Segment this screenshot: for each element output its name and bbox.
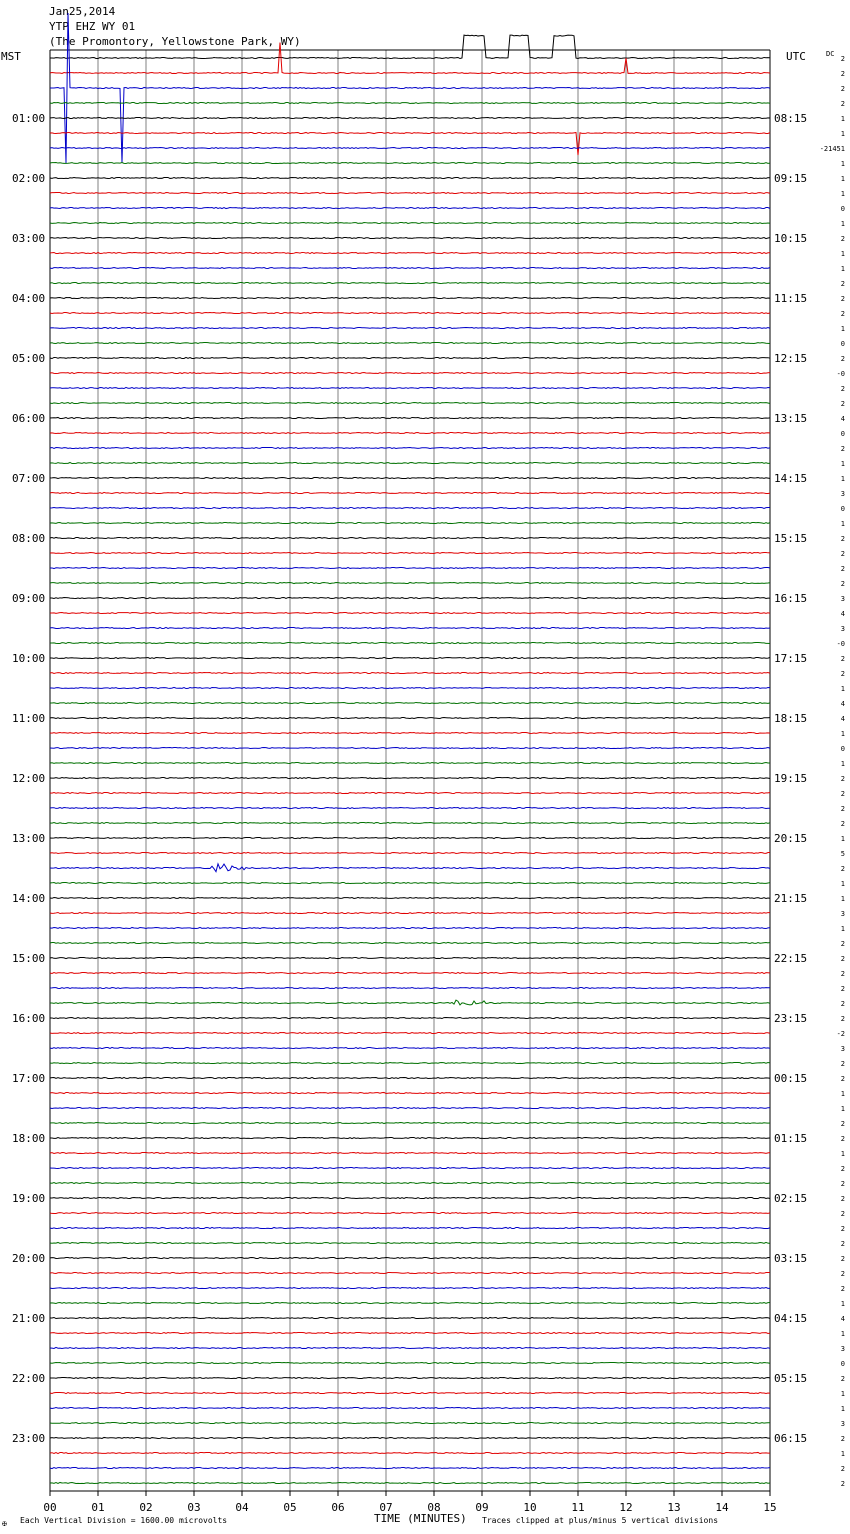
trace-row bbox=[50, 1407, 770, 1408]
dc-offset-value: 1 bbox=[840, 1450, 845, 1458]
dc-offset-value: 3 bbox=[840, 1045, 845, 1053]
trace-row bbox=[50, 1182, 770, 1183]
trace-row bbox=[50, 672, 770, 673]
dc-offset-value: 1 bbox=[840, 130, 845, 138]
dc-offset-value: 0 bbox=[840, 1360, 845, 1368]
utc-hour-label: 08:15 bbox=[774, 112, 808, 125]
trace-row bbox=[50, 1062, 770, 1063]
trace-row bbox=[50, 957, 770, 958]
trace-row bbox=[50, 822, 770, 823]
x-tick-label: 08 bbox=[427, 1501, 441, 1514]
mst-hour-label: 20:00 bbox=[12, 1252, 46, 1265]
header-location: (The Promontory, Yellowstone Park, WY) bbox=[49, 35, 301, 48]
dc-offset-value: 2 bbox=[840, 85, 845, 93]
trace-row bbox=[50, 447, 770, 448]
utc-hour-label: 03:15 bbox=[774, 1252, 808, 1265]
mst-hour-label: 22:00 bbox=[12, 1372, 46, 1385]
mst-hour-label: 21:00 bbox=[12, 1312, 46, 1325]
trace-row bbox=[50, 807, 770, 808]
trace-row bbox=[50, 1422, 770, 1423]
dc-offset-value: 1 bbox=[840, 1300, 845, 1308]
dc-offset-value: -21451 bbox=[819, 145, 845, 153]
dc-offset-value: 2 bbox=[840, 955, 845, 963]
trace-row bbox=[50, 612, 770, 613]
dc-offset-value: 2 bbox=[840, 820, 845, 828]
dc-offset-value: 2 bbox=[840, 790, 845, 798]
mst-hour-label: 12:00 bbox=[12, 772, 46, 785]
utc-hour-label: 04:15 bbox=[774, 1312, 808, 1325]
dc-offset-value: 2 bbox=[840, 565, 845, 573]
utc-axis-label: UTC bbox=[786, 50, 806, 63]
dc-offset-value: 2 bbox=[840, 535, 845, 543]
trace-row bbox=[50, 1000, 770, 1005]
trace-row bbox=[50, 342, 770, 343]
mst-hour-label: 18:00 bbox=[12, 1132, 46, 1145]
trace-row bbox=[50, 357, 770, 358]
trace-row bbox=[50, 987, 770, 988]
trace-row bbox=[50, 912, 770, 913]
dc-offset-value: 2 bbox=[840, 355, 845, 363]
dc-offset-value: 0 bbox=[840, 505, 845, 513]
mst-hour-label: 04:00 bbox=[12, 292, 46, 305]
dc-offset-value: 1 bbox=[840, 325, 845, 333]
trace-row bbox=[50, 972, 770, 973]
dc-offset-value: 2 bbox=[840, 310, 845, 318]
dc-offset-value: 4 bbox=[840, 610, 845, 618]
trace-row bbox=[50, 492, 770, 493]
trace-row bbox=[50, 267, 770, 268]
dc-offset-value: 2 bbox=[840, 970, 845, 978]
trace-row bbox=[50, 477, 770, 478]
trace-row bbox=[50, 507, 770, 508]
trace-row bbox=[50, 402, 770, 403]
mst-hour-label: 17:00 bbox=[12, 1072, 46, 1085]
mst-hour-label: 03:00 bbox=[12, 232, 46, 245]
utc-hour-label: 15:15 bbox=[774, 532, 808, 545]
mst-hour-label: 15:00 bbox=[12, 952, 46, 965]
trace-row bbox=[50, 1167, 770, 1168]
dc-offset-value: 2 bbox=[840, 1375, 845, 1383]
dc-offset-value: 2 bbox=[840, 580, 845, 588]
dc-offset-value: 0 bbox=[840, 205, 845, 213]
trace-row bbox=[50, 1032, 770, 1033]
dc-offset-value: 1 bbox=[840, 475, 845, 483]
dc-offset-value: 2 bbox=[840, 295, 845, 303]
trace-row bbox=[50, 627, 770, 628]
dc-offset-value: 2 bbox=[840, 1465, 845, 1473]
trace-row bbox=[50, 927, 770, 928]
dc-offset-value: 1 bbox=[840, 160, 845, 168]
utc-hour-label: 06:15 bbox=[774, 1432, 808, 1445]
x-axis-label: TIME (MINUTES) bbox=[374, 1512, 467, 1525]
header-station: YTP EHZ WY 01 bbox=[49, 20, 136, 33]
trace-row bbox=[50, 567, 770, 568]
dc-offset-value: 2 bbox=[840, 805, 845, 813]
trace-row bbox=[50, 1332, 770, 1333]
corner-mark: ✠ bbox=[2, 1519, 7, 1528]
dc-offset-value: 1 bbox=[840, 190, 845, 198]
dc-offset-value: 2 bbox=[840, 1285, 845, 1293]
scale-note: Each Vertical Division = 1600.00 microvolts bbox=[20, 1516, 228, 1525]
clip-note: Traces clipped at plus/minus 5 vertical divisions bbox=[482, 1516, 719, 1525]
x-tick-label: 05 bbox=[283, 1501, 297, 1514]
trace-row bbox=[50, 1122, 770, 1123]
dc-offset-value: 2 bbox=[840, 985, 845, 993]
trace-row bbox=[50, 207, 770, 208]
dc-offset-value: 4 bbox=[840, 415, 845, 423]
dc-offset-value: 1 bbox=[840, 730, 845, 738]
dc-offset-value: 3 bbox=[840, 1420, 845, 1428]
trace-row bbox=[50, 132, 770, 155]
utc-hour-label: 02:15 bbox=[774, 1192, 808, 1205]
x-tick-label: 15 bbox=[763, 1501, 777, 1514]
trace-row bbox=[50, 792, 770, 793]
trace-row bbox=[50, 717, 770, 718]
x-tick-label: 13 bbox=[667, 1501, 681, 1514]
utc-hour-label: 11:15 bbox=[774, 292, 808, 305]
trace-row bbox=[50, 1362, 770, 1363]
dc-offset-value: 1 bbox=[840, 1330, 845, 1338]
trace-row bbox=[50, 537, 770, 538]
utc-hour-label: 19:15 bbox=[774, 772, 808, 785]
dc-offset-value: 1 bbox=[840, 760, 845, 768]
trace-row bbox=[50, 777, 770, 778]
dc-offset-value: 1 bbox=[840, 880, 845, 888]
trace-row bbox=[50, 192, 770, 193]
trace-row bbox=[50, 417, 770, 418]
dc-offset-value: 2 bbox=[840, 1060, 845, 1068]
trace-row bbox=[50, 177, 770, 178]
trace-row bbox=[50, 1272, 770, 1273]
trace-row bbox=[50, 1287, 770, 1288]
dc-offset-value: 2 bbox=[840, 1000, 845, 1008]
utc-hour-label: 10:15 bbox=[774, 232, 808, 245]
dc-offset-value: 2 bbox=[840, 1120, 845, 1128]
trace-row bbox=[50, 252, 770, 253]
mst-hour-label: 13:00 bbox=[12, 832, 46, 845]
trace-row bbox=[50, 432, 770, 433]
dc-offset-value: 2 bbox=[840, 1210, 845, 1218]
utc-hour-label: 18:15 bbox=[774, 712, 808, 725]
dc-offset-value: 2 bbox=[840, 550, 845, 558]
trace-row bbox=[50, 1137, 770, 1138]
dc-offset-value: 2 bbox=[840, 1015, 845, 1023]
dc-offset-value: 1 bbox=[840, 115, 845, 123]
dc-offset-value: 4 bbox=[840, 700, 845, 708]
trace-row bbox=[50, 1107, 770, 1108]
trace-row bbox=[50, 162, 770, 163]
dc-offset-value: 1 bbox=[840, 895, 845, 903]
dc-offset-value: 2 bbox=[840, 865, 845, 873]
dc-offset-value: 2 bbox=[840, 55, 845, 63]
trace-row bbox=[50, 1452, 770, 1453]
dc-offset-value: 2 bbox=[840, 100, 845, 108]
utc-hour-label: 13:15 bbox=[774, 412, 808, 425]
x-tick-label: 12 bbox=[619, 1501, 633, 1514]
mst-hour-label: 09:00 bbox=[12, 592, 46, 605]
dc-offset-value: 2 bbox=[840, 940, 845, 948]
dc-offset-value: 2 bbox=[840, 1180, 845, 1188]
trace-row bbox=[50, 1347, 770, 1348]
trace-row bbox=[50, 297, 770, 298]
trace-row bbox=[50, 1017, 770, 1018]
trace-row bbox=[50, 642, 770, 643]
utc-hour-label: 05:15 bbox=[774, 1372, 808, 1385]
trace-row bbox=[50, 1437, 770, 1438]
x-axis-ticks bbox=[43, 1491, 776, 1514]
x-tick-label: 03 bbox=[187, 1501, 201, 1514]
dc-offset-value: 2 bbox=[840, 1195, 845, 1203]
dc-offset-value: -0 bbox=[836, 640, 845, 648]
trace-row bbox=[50, 237, 770, 238]
trace-row bbox=[50, 687, 770, 688]
dc-offset-value: 2 bbox=[840, 400, 845, 408]
dc-offset-value: 3 bbox=[840, 625, 845, 633]
trace-row bbox=[50, 117, 770, 118]
dc-offset-value: 2 bbox=[840, 1225, 845, 1233]
x-tick-label: 10 bbox=[523, 1501, 537, 1514]
trace-row bbox=[50, 147, 770, 148]
mst-hour-label: 19:00 bbox=[12, 1192, 46, 1205]
utc-hour-label: 14:15 bbox=[774, 472, 808, 485]
trace-row bbox=[50, 1092, 770, 1093]
dc-offset-value: 2 bbox=[840, 70, 845, 78]
utc-hour-label: 01:15 bbox=[774, 1132, 808, 1145]
trace-row bbox=[50, 372, 770, 373]
dc-offset-value: 5 bbox=[840, 850, 845, 858]
mst-hour-label: 06:00 bbox=[12, 412, 46, 425]
dc-offset-value: 2 bbox=[840, 1135, 845, 1143]
utc-hour-label: 22:15 bbox=[774, 952, 808, 965]
x-tick-label: 06 bbox=[331, 1501, 345, 1514]
trace-row bbox=[50, 462, 770, 463]
mst-hour-label: 05:00 bbox=[12, 352, 46, 365]
x-tick-label: 11 bbox=[571, 1501, 585, 1514]
dc-offset-value: 1 bbox=[840, 1090, 845, 1098]
grid-lines bbox=[50, 50, 770, 1491]
dc-offset-value: 2 bbox=[840, 445, 845, 453]
x-tick-label: 14 bbox=[715, 1501, 729, 1514]
dc-offset-value: 1 bbox=[840, 250, 845, 258]
dc-offset-value: 1 bbox=[840, 175, 845, 183]
dc-offset-value: 1 bbox=[840, 265, 845, 273]
trace-row bbox=[50, 942, 770, 943]
trace-row bbox=[50, 1077, 770, 1078]
dc-offset-value: 0 bbox=[840, 745, 845, 753]
trace-row bbox=[50, 1392, 770, 1393]
dc-offset-value: 2 bbox=[840, 385, 845, 393]
mst-hour-label: 10:00 bbox=[12, 652, 46, 665]
dc-offset-value: 2 bbox=[840, 1480, 845, 1488]
trace-row bbox=[50, 897, 770, 898]
dc-offset-value: 2 bbox=[840, 1165, 845, 1173]
trace-row bbox=[50, 864, 770, 872]
dc-offset-value: 1 bbox=[840, 460, 845, 468]
x-tick-label: 01 bbox=[91, 1501, 105, 1514]
dc-offset-value: 4 bbox=[840, 715, 845, 723]
utc-hour-label: 21:15 bbox=[774, 892, 808, 905]
trace-row bbox=[50, 852, 770, 853]
dc-offset-value: 1 bbox=[840, 1390, 845, 1398]
dc-offset-value: 2 bbox=[840, 1435, 845, 1443]
trace-row bbox=[50, 327, 770, 328]
mst-hour-label: 11:00 bbox=[12, 712, 46, 725]
trace-row bbox=[50, 1317, 770, 1318]
dc-offset-value: 1 bbox=[840, 1150, 845, 1158]
mst-hour-labels bbox=[12, 112, 45, 1445]
dc-offset-values bbox=[820, 55, 845, 1488]
trace-row bbox=[50, 582, 770, 583]
trace-row bbox=[50, 1197, 770, 1198]
utc-hour-label: 12:15 bbox=[774, 352, 808, 365]
utc-hour-labels bbox=[774, 112, 807, 1445]
trace-row bbox=[50, 1152, 770, 1153]
trace-row bbox=[50, 387, 770, 388]
dc-offset-value: 0 bbox=[840, 340, 845, 348]
utc-hour-label: 23:15 bbox=[774, 1012, 808, 1025]
dc-offset-value: 1 bbox=[840, 835, 845, 843]
trace-row bbox=[50, 1227, 770, 1228]
trace-row bbox=[50, 522, 770, 523]
dc-offset-value: 2 bbox=[840, 670, 845, 678]
x-tick-label: 09 bbox=[475, 1501, 489, 1514]
trace-row bbox=[50, 1047, 770, 1048]
utc-hour-label: 00:15 bbox=[774, 1072, 808, 1085]
trace-row bbox=[50, 1467, 770, 1468]
trace-row bbox=[50, 312, 770, 313]
dc-offset-value: 3 bbox=[840, 490, 845, 498]
trace-rows bbox=[50, 13, 770, 1484]
trace-row bbox=[50, 732, 770, 733]
dc-offset-value: 1 bbox=[840, 685, 845, 693]
mst-hour-label: 23:00 bbox=[12, 1432, 46, 1445]
dc-offset-value: 2 bbox=[840, 1255, 845, 1263]
mst-hour-label: 07:00 bbox=[12, 472, 46, 485]
trace-row bbox=[50, 1257, 770, 1258]
dc-offset-value: 2 bbox=[840, 235, 845, 243]
utc-hour-label: 20:15 bbox=[774, 832, 808, 845]
trace-row bbox=[50, 102, 770, 103]
dc-label: DC bbox=[826, 50, 835, 58]
trace-row bbox=[50, 1242, 770, 1243]
x-tick-label: 04 bbox=[235, 1501, 249, 1514]
dc-offset-value: 2 bbox=[840, 1270, 845, 1278]
dc-offset-value: 2 bbox=[840, 775, 845, 783]
mst-hour-label: 14:00 bbox=[12, 892, 46, 905]
trace-row bbox=[50, 222, 770, 223]
trace-row bbox=[50, 282, 770, 283]
mst-hour-label: 01:00 bbox=[12, 112, 46, 125]
trace-row bbox=[50, 597, 770, 598]
trace-row bbox=[50, 1302, 770, 1303]
dc-offset-value: 2 bbox=[840, 280, 845, 288]
dc-offset-value: 4 bbox=[840, 1315, 845, 1323]
dc-offset-value: 1 bbox=[840, 1405, 845, 1413]
trace-row bbox=[50, 882, 770, 883]
dc-offset-value: 2 bbox=[840, 1240, 845, 1248]
dc-offset-value: 1 bbox=[840, 520, 845, 528]
x-tick-label: 00 bbox=[43, 1501, 57, 1514]
dc-offset-value: -0 bbox=[836, 370, 845, 378]
dc-offset-value: -2 bbox=[836, 1030, 845, 1038]
x-tick-label: 02 bbox=[139, 1501, 153, 1514]
trace-row bbox=[50, 552, 770, 553]
trace-row bbox=[50, 1212, 770, 1213]
dc-offset-value: 1 bbox=[840, 925, 845, 933]
trace-row bbox=[50, 657, 770, 658]
trace-row bbox=[50, 1377, 770, 1378]
dc-offset-value: 1 bbox=[840, 1105, 845, 1113]
dc-offset-value: 2 bbox=[840, 655, 845, 663]
dc-offset-value: 0 bbox=[840, 430, 845, 438]
trace-row bbox=[50, 837, 770, 838]
mst-axis-label: MST bbox=[1, 50, 21, 63]
trace-row bbox=[50, 747, 770, 748]
trace-row bbox=[50, 702, 770, 703]
utc-hour-label: 09:15 bbox=[774, 172, 808, 185]
utc-hour-label: 16:15 bbox=[774, 592, 808, 605]
trace-row bbox=[50, 1482, 770, 1483]
dc-offset-value: 2 bbox=[840, 1075, 845, 1083]
mst-hour-label: 02:00 bbox=[12, 172, 46, 185]
utc-hour-label: 17:15 bbox=[774, 652, 808, 665]
dc-offset-value: 3 bbox=[840, 910, 845, 918]
dc-offset-value: 3 bbox=[840, 1345, 845, 1353]
dc-offset-value: 3 bbox=[840, 595, 845, 603]
dc-offset-value: 1 bbox=[840, 220, 845, 228]
mst-hour-label: 08:00 bbox=[12, 532, 46, 545]
mst-hour-label: 16:00 bbox=[12, 1012, 46, 1025]
trace-row bbox=[50, 762, 770, 763]
header-date: Jan25,2014 bbox=[49, 5, 116, 18]
x-tick-label: 07 bbox=[379, 1501, 393, 1514]
